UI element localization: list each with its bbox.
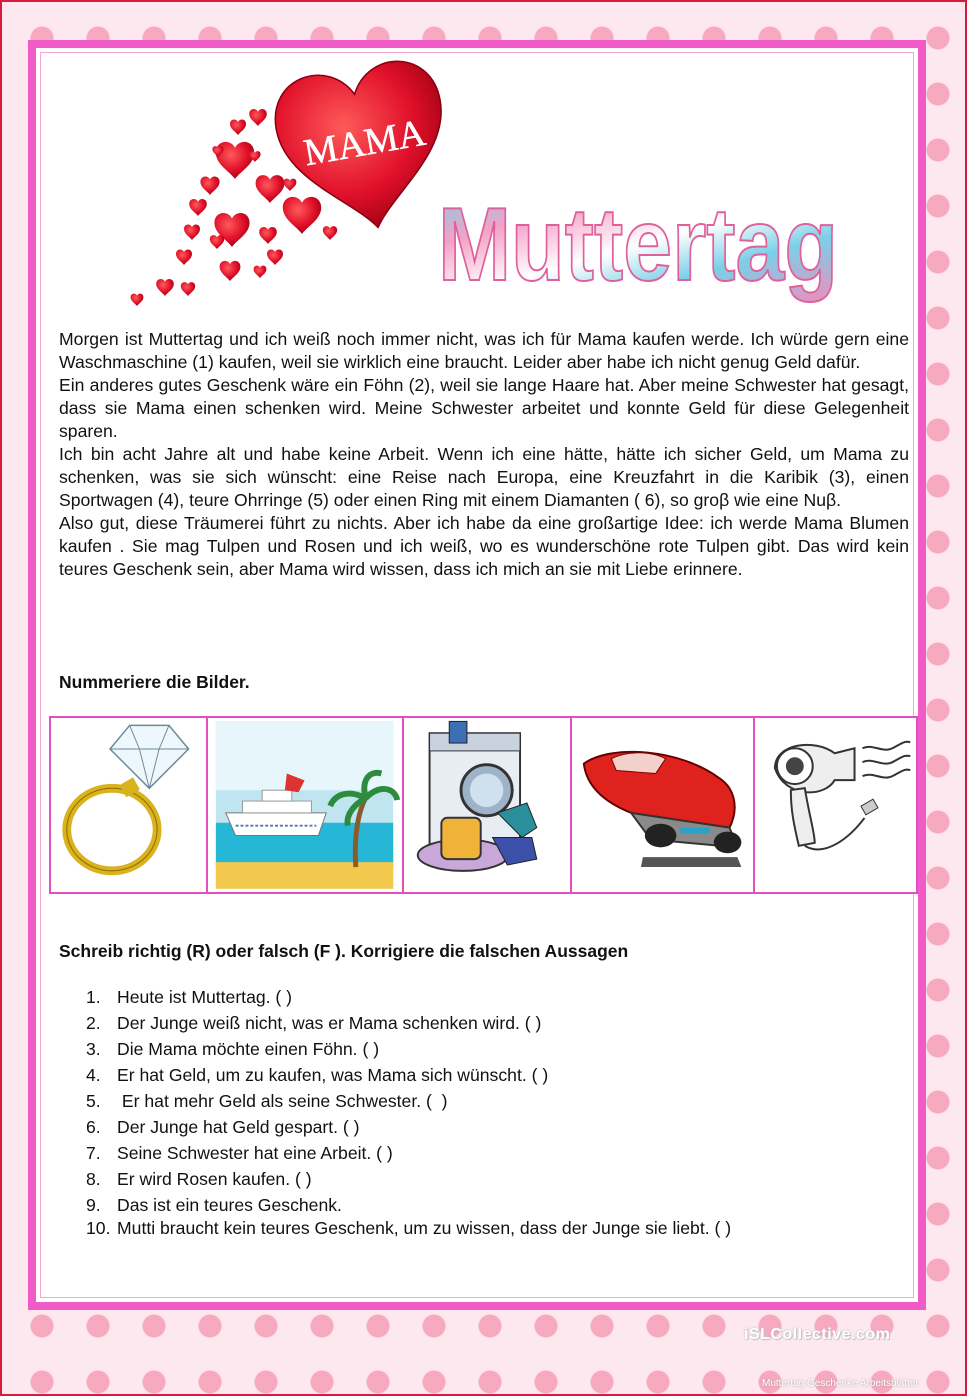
footer-caption: Muttertag Geschenke Arbeitsblätter: [762, 1378, 919, 1389]
ring-picture: [51, 718, 208, 892]
statement-item: 4. Er hat Geld, um zu kaufen, was Mama sich wünscht. ( ): [86, 1065, 549, 1085]
sports-car-icon: [572, 718, 753, 892]
hair-dryer-icon: [755, 718, 916, 892]
cruise-ship-icon: [208, 718, 402, 892]
washing-machine-picture: [404, 718, 571, 892]
statement-item: 10. Mutti braucht kein teures Geschenk, um zu wissen, dass der Junge sie liebt. ( ): [86, 1218, 732, 1238]
statement-item: 9. Das ist ein teures Geschenk.: [86, 1195, 342, 1215]
paragraph: Ein anderes gutes Geschenk wäre ein Föhn (2), weil sie lange Haare hat. Aber meine Schwester hat gesagt, dass sie Mama einen schenken wird. Meine Schwester arbeitet und konnte Geld für diese Gelegenheit sparen.: [59, 375, 909, 441]
statement-list: [86, 986, 886, 1243]
sports-car-picture: [572, 718, 755, 892]
statement-item: 6. Der Junge hat Geld gespart. ( ): [86, 1117, 360, 1137]
statement-item: 3. Die Mama möchte einen Föhn. ( ): [86, 1039, 380, 1059]
paragraph: Morgen ist Muttertag und ich weiß noch immer nicht, was ich für Mama kaufen werde. Ich würde gern eine Waschmaschine (1) kaufen, weil sie wirklich eine braucht. Leider aber habe ich nicht genug Geld dafür.: [59, 329, 909, 372]
statement-item: 1. Heute ist Muttertag. ( ): [86, 987, 293, 1007]
title-text: Muttertag: [438, 187, 838, 303]
ring-icon: [51, 718, 206, 892]
mama-hearts-illustration: [120, 55, 450, 315]
pictures-row: [49, 716, 918, 894]
cruise-picture: [208, 718, 404, 892]
exercise2-heading: Schreib richtig (R) oder falsch (F ). Korrigiere die falschen Aussagen: [59, 941, 629, 961]
page-title: [436, 187, 856, 312]
paragraph: Also gut, diese Träumerei führt zu nichts. Aber ich habe da eine großartige Idee: ich werde Mama Blumen kaufen . Sie mag Tulpen und Rosen und ich weiß, wo es wunderschöne rote Tulpen gibt. Das wird kein teures Geschenk sein, aber Mama wird wissen, dass ich mich an sie mit Liebe erinnere.: [59, 513, 909, 579]
exercise1-heading: Nummeriere die Bilder.: [59, 672, 250, 692]
islcollective-logo: iSLCollective.com: [744, 1326, 891, 1343]
heart-label: MAMA: [300, 111, 429, 175]
statement-item: 2. Der Junge weiß nicht, was er Mama schenken wird. ( ): [86, 1013, 542, 1033]
washing-machine-icon: [404, 718, 569, 892]
hair-dryer-picture: [755, 718, 916, 892]
paragraph: Ich bin acht Jahre alt und habe keine Arbeit. Wenn ich eine hätte, hätte ich sicher Geld, um Mama zu schenken, was sie sich wünscht: eine Reise nach Europa, eine Kreuzfahrt in die Karibik (3), einen Sportwagen (4), teure Ohrringe (5) oder einen Ring mit einem Diamanten ( 6), so groβ wie eine Nuβ.: [59, 444, 909, 510]
statement-item: 8. Er wird Rosen kaufen. ( ): [86, 1169, 312, 1189]
story-text: [59, 328, 909, 581]
statement-item: 7. Seine Schwester hat eine Arbeit. ( ): [86, 1143, 393, 1163]
statement-item: 5. Er hat mehr Geld als seine Schwester. ( ): [86, 1091, 448, 1111]
